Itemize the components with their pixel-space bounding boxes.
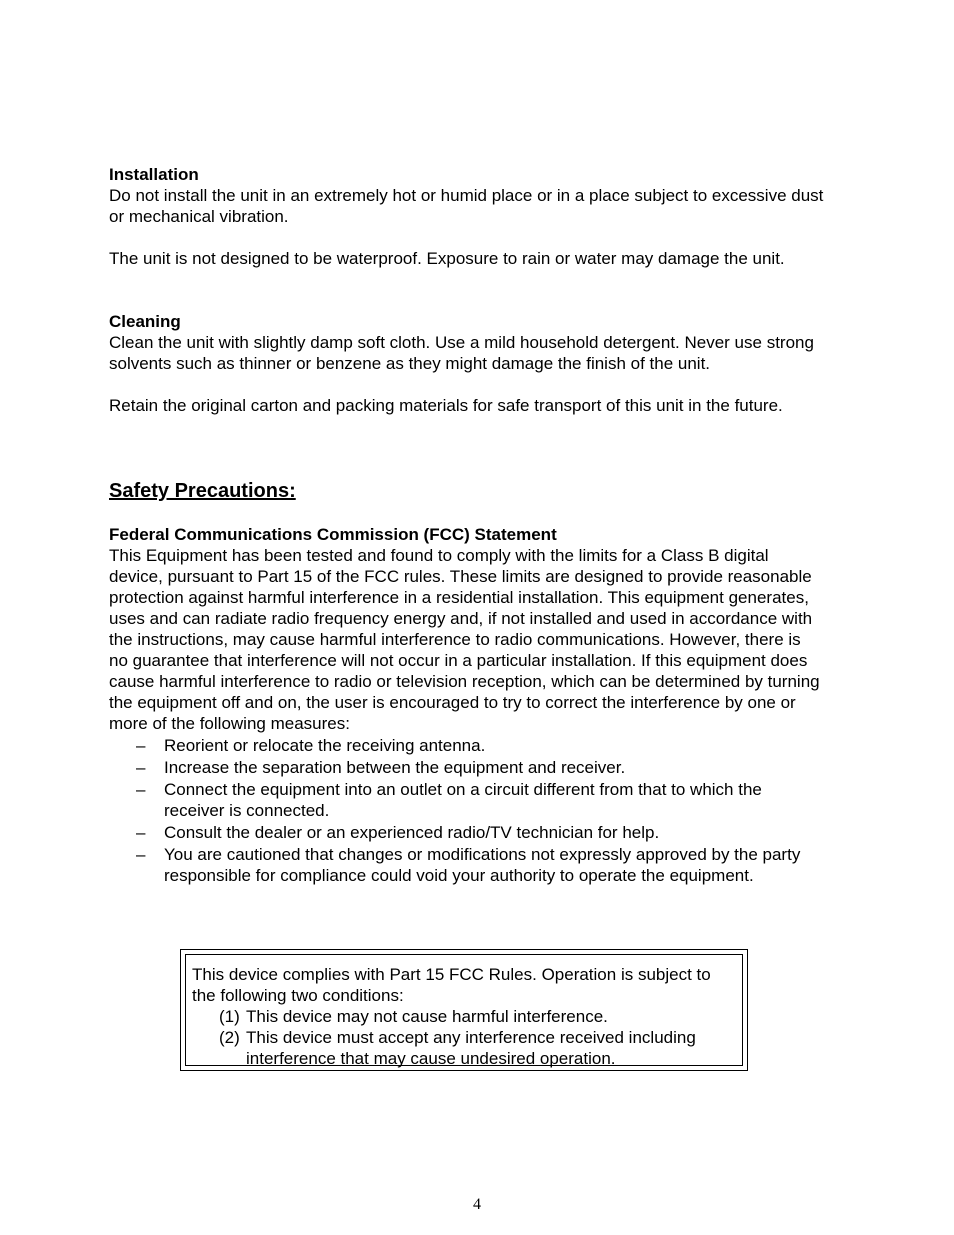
fcc-section xyxy=(109,524,821,886)
dash-marker: – xyxy=(136,758,146,777)
fcc-heading: Federal Communications Commission (FCC) Statement xyxy=(109,525,557,544)
condition-text: This device may not cause harmful interference. xyxy=(246,1007,608,1026)
dash-marker: – xyxy=(136,780,146,799)
notice-condition xyxy=(192,1027,736,1069)
cleaning-paragraph-2: Retain the original carton and packing materials for safe transport of this unit in the future. xyxy=(109,396,783,415)
page-number: 4 xyxy=(473,1196,481,1213)
dash-marker: – xyxy=(136,736,146,755)
list-item: – Increase the separation between the equipment and receiver. xyxy=(136,758,626,777)
fcc-notice-inner xyxy=(185,954,743,1066)
dash-marker: – xyxy=(136,845,146,864)
measures-list xyxy=(109,735,821,886)
installation-paragraph-1: Do not install the unit in an extremely hot or humid place or in a place subject to excessive dust or mechanical vibration. xyxy=(109,186,824,226)
notice-condition xyxy=(192,1006,736,1027)
notice-intro: This device complies with Part 15 FCC Rules. Operation is subject to the following two conditions: xyxy=(192,965,711,1005)
list-item: – Connect the equipment into an outlet on a circuit different from that to which the receiver is connected. xyxy=(136,780,762,820)
installation-heading: Installation xyxy=(109,165,199,184)
dash-marker: – xyxy=(136,823,146,842)
list-item: – Consult the dealer or an experienced radio/TV technician for help. xyxy=(136,823,660,842)
installation-paragraph-2: The unit is not designed to be waterproof. Exposure to rain or water may damage the unit. xyxy=(109,249,785,268)
cleaning-heading: Cleaning xyxy=(109,312,181,331)
condition-number: (1) xyxy=(219,1007,240,1026)
list-item: – Reorient or relocate the receiving antenna. xyxy=(136,736,486,755)
fcc-statement: This Equipment has been tested and found to comply with the limits for a Class B digital device, pursuant to Part 15 of the FCC rules. These limits are designed to provide reasonable protection against harmful interference in a residential installation. This equipment generates, uses and can radiate radio frequency energy and, if not installed and used in accordance with the instructions, may cause harmful interference to radio communications. However, there is no guarantee that interference will not occur in a particular installation. If this equipment does cause harmful interference to radio or television reception, which can be determined by turning the equipment off and on, the user is encouraged to try to correct the interference by one or more of the following measures: xyxy=(109,546,820,733)
installation-section xyxy=(109,164,829,269)
condition-number: (2) xyxy=(219,1028,240,1047)
list-item: – You are cautioned that changes or modifications not expressly approved by the party responsible for compliance could void your authority to operate the equipment. xyxy=(136,845,801,885)
safety-precautions-heading: Safety Precautions: xyxy=(109,480,296,502)
cleaning-paragraph-1: Clean the unit with slightly damp soft cloth. Use a mild household detergent. Never use strong solvents such as thinner or benzene as they might damage the finish of the unit. xyxy=(109,333,814,373)
cleaning-section xyxy=(109,311,829,416)
condition-text: This device must accept any interference received including interference that may cause undesired operation. xyxy=(246,1028,696,1068)
fcc-notice-box xyxy=(180,949,748,1071)
